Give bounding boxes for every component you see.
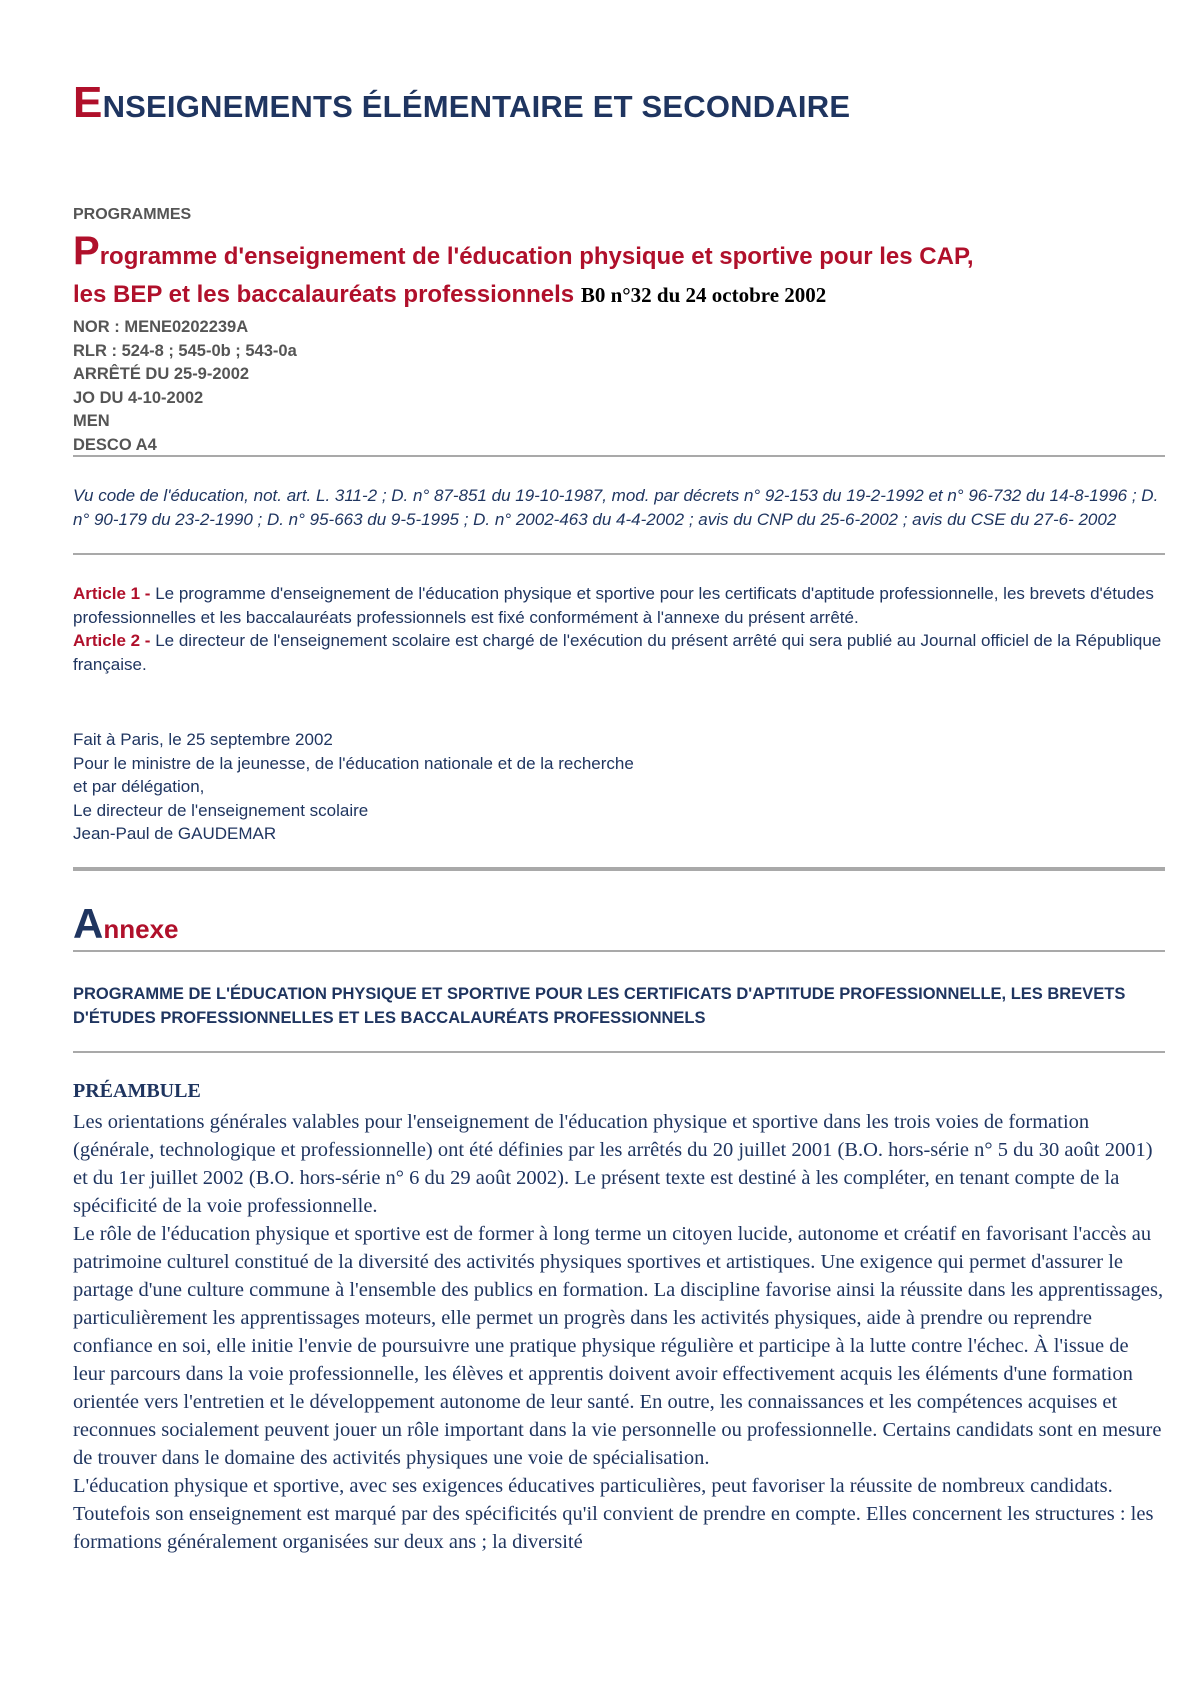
annex-heading-text: nnexe — [103, 914, 179, 944]
divider — [73, 1051, 1165, 1053]
preamble-paragraph: Les orientations générales valables pour l'enseignement de l'éducation physique et sportive dans les trois voies de formation (générale, technologique et professionnelle) ont été définies par les arrêtés du 20 juillet 2001 (B.O. hors-série n° 5 du 30 août 2001) et du 1er juillet 2002 (B.O. hors-série n° 6 du 29 août 2002). Le présent texte est destiné à les compléter, en tenant compte de la spécificité de la voie professionnelle. — [73, 1111, 1153, 1217]
preamble-paragraph: L'éducation physique et sportive, avec ses exigences éducatives particulières, peut favoriser la réussite de nombreux candidats. Toutefois son enseignement est marqué par des spécificités qu'il convient de prendre en compte. Elles concernent les structures : les formations généralement organisées sur deux ans ; la diversité — [73, 1475, 1154, 1553]
document-title-line2: les BEP et les baccalauréats professionnels — [73, 281, 575, 308]
annex-heading-initial: A — [73, 900, 104, 947]
meta-jo: JO DU 4-10-2002 — [73, 388, 204, 407]
article-2-label: Article 2 - — [73, 631, 151, 650]
meta-ministry: MEN — [73, 412, 110, 430]
signature-name: Jean-Paul de GAUDEMAR — [73, 824, 277, 843]
article-1 — [73, 582, 1165, 629]
article-2-text: Le directeur de l'enseignement scolaire est chargé de l'exécution du présent arrêté qui sera publié au Journal officiel de la République française. — [73, 631, 1162, 674]
document-title-line1: rogramme d'enseignement de l'éducation physique et sportive pour les CAP, — [99, 243, 974, 270]
legal-references: Vu code de l'éducation, not. art. L. 311-2 ; D. n° 87-851 du 19-10-1987, mod. par décrets n° 92-153 du 19-2-1992 et n° 96-732 du 14-8-1996 ; D. n° 90-179 du 23-2-1990 ; D. n° 95-663 du 9-5-1995 ; D. n° 2002-463 du 4-4-2002 ; avis du CNP du 25-6-2002 ; avis du CSE du 27-6- 2002 — [73, 486, 1159, 529]
bulletin-reference: B0 n°32 du 24 octobre 2002 — [580, 283, 827, 307]
divider — [73, 553, 1165, 555]
article-1-label: Article 1 - — [73, 584, 151, 603]
articles — [73, 582, 1165, 676]
category-label: PROGRAMMES — [73, 206, 192, 223]
preamble-title: PRÉAMBULE — [73, 1080, 201, 1102]
section-title — [73, 78, 850, 128]
document-title-initial: P — [73, 229, 100, 273]
preamble-paragraph: Le rôle de l'éducation physique et sportive est de former à long terme un citoyen lucide, autonome et créatif en favorisant l'accès au patrimoine culturel constitué de la diversité des activités physiques sportives et artistiques. Une exigence qui permet d'assurer le partage d'une culture commune à l'ensemble des publics en formation. La discipline favorise ainsi la réussite dans les apprentissages, particulièrement les apprentissages moteurs, elle permet un progrès dans les activités physiques, aide à prendre ou reprendre confiance en soi, elle initie l'envie de poursuivre une pratique physique régulière et participe à la lutte contre l'échec. À l'issue de leur parcours dans la voie professionnelle, les élèves et apprentis doivent avoir effectivement acquis les éléments d'une formation orientée vers l'entretien et le développement autonome de leur santé. En outre, les connaissances et les compétences acquises et reconnues socialement peuvent jouer un rôle important dans la vie personnelle ou professionnelle. Certains candidats sont en mesure de trouver dans le domaine des activités physiques une voie de spécialisation. — [73, 1223, 1164, 1469]
annex-heading — [73, 900, 179, 948]
signature-block — [73, 728, 634, 846]
annex-subtitle: PROGRAMME DE L'ÉDUCATION PHYSIQUE ET SPORTIVE POUR LES CERTIFICATS D'APTITUDE PROFESSIONNELLE, LES BREVETS D'ÉTUDES PROFESSIONNELLES ET LES BACCALAURÉATS PROFESSIONNELS — [73, 985, 1126, 1027]
divider — [73, 950, 1165, 952]
document-metadata — [73, 316, 297, 457]
preamble-body — [73, 1108, 1165, 1556]
document-title — [73, 229, 1165, 314]
section-divider — [73, 867, 1165, 871]
article-2 — [73, 629, 1165, 676]
meta-department: DESCO A4 — [73, 435, 157, 454]
signature-delegation: et par délégation, — [73, 777, 205, 796]
meta-nor: NOR : MENE0202239A — [73, 318, 249, 336]
meta-arrete: ARRÊTÉ DU 25-9-2002 — [73, 365, 250, 383]
section-title-text: NSEIGNEMENTS ÉLÉMENTAIRE ET SECONDAIRE — [102, 89, 851, 124]
divider — [73, 455, 1165, 457]
meta-rlr: RLR : 524-8 ; 545-0b ; 543-0a — [73, 341, 297, 360]
signature-place-date: Fait à Paris, le 25 septembre 2002 — [73, 730, 333, 749]
article-1-text: Le programme d'enseignement de l'éducation physique et sportive pour les certificats d'aptitude professionnelle, les brevets d'études professionnelles et les baccalauréats professionnels est fixé conformément à l'annexe du présent arrêté. — [73, 584, 1154, 627]
section-title-initial: E — [73, 78, 103, 127]
signature-title: Le directeur de l'enseignement scolaire — [73, 800, 369, 820]
signature-authority: Pour le ministre de la jeunesse, de l'éducation nationale et de la recherche — [73, 753, 634, 773]
